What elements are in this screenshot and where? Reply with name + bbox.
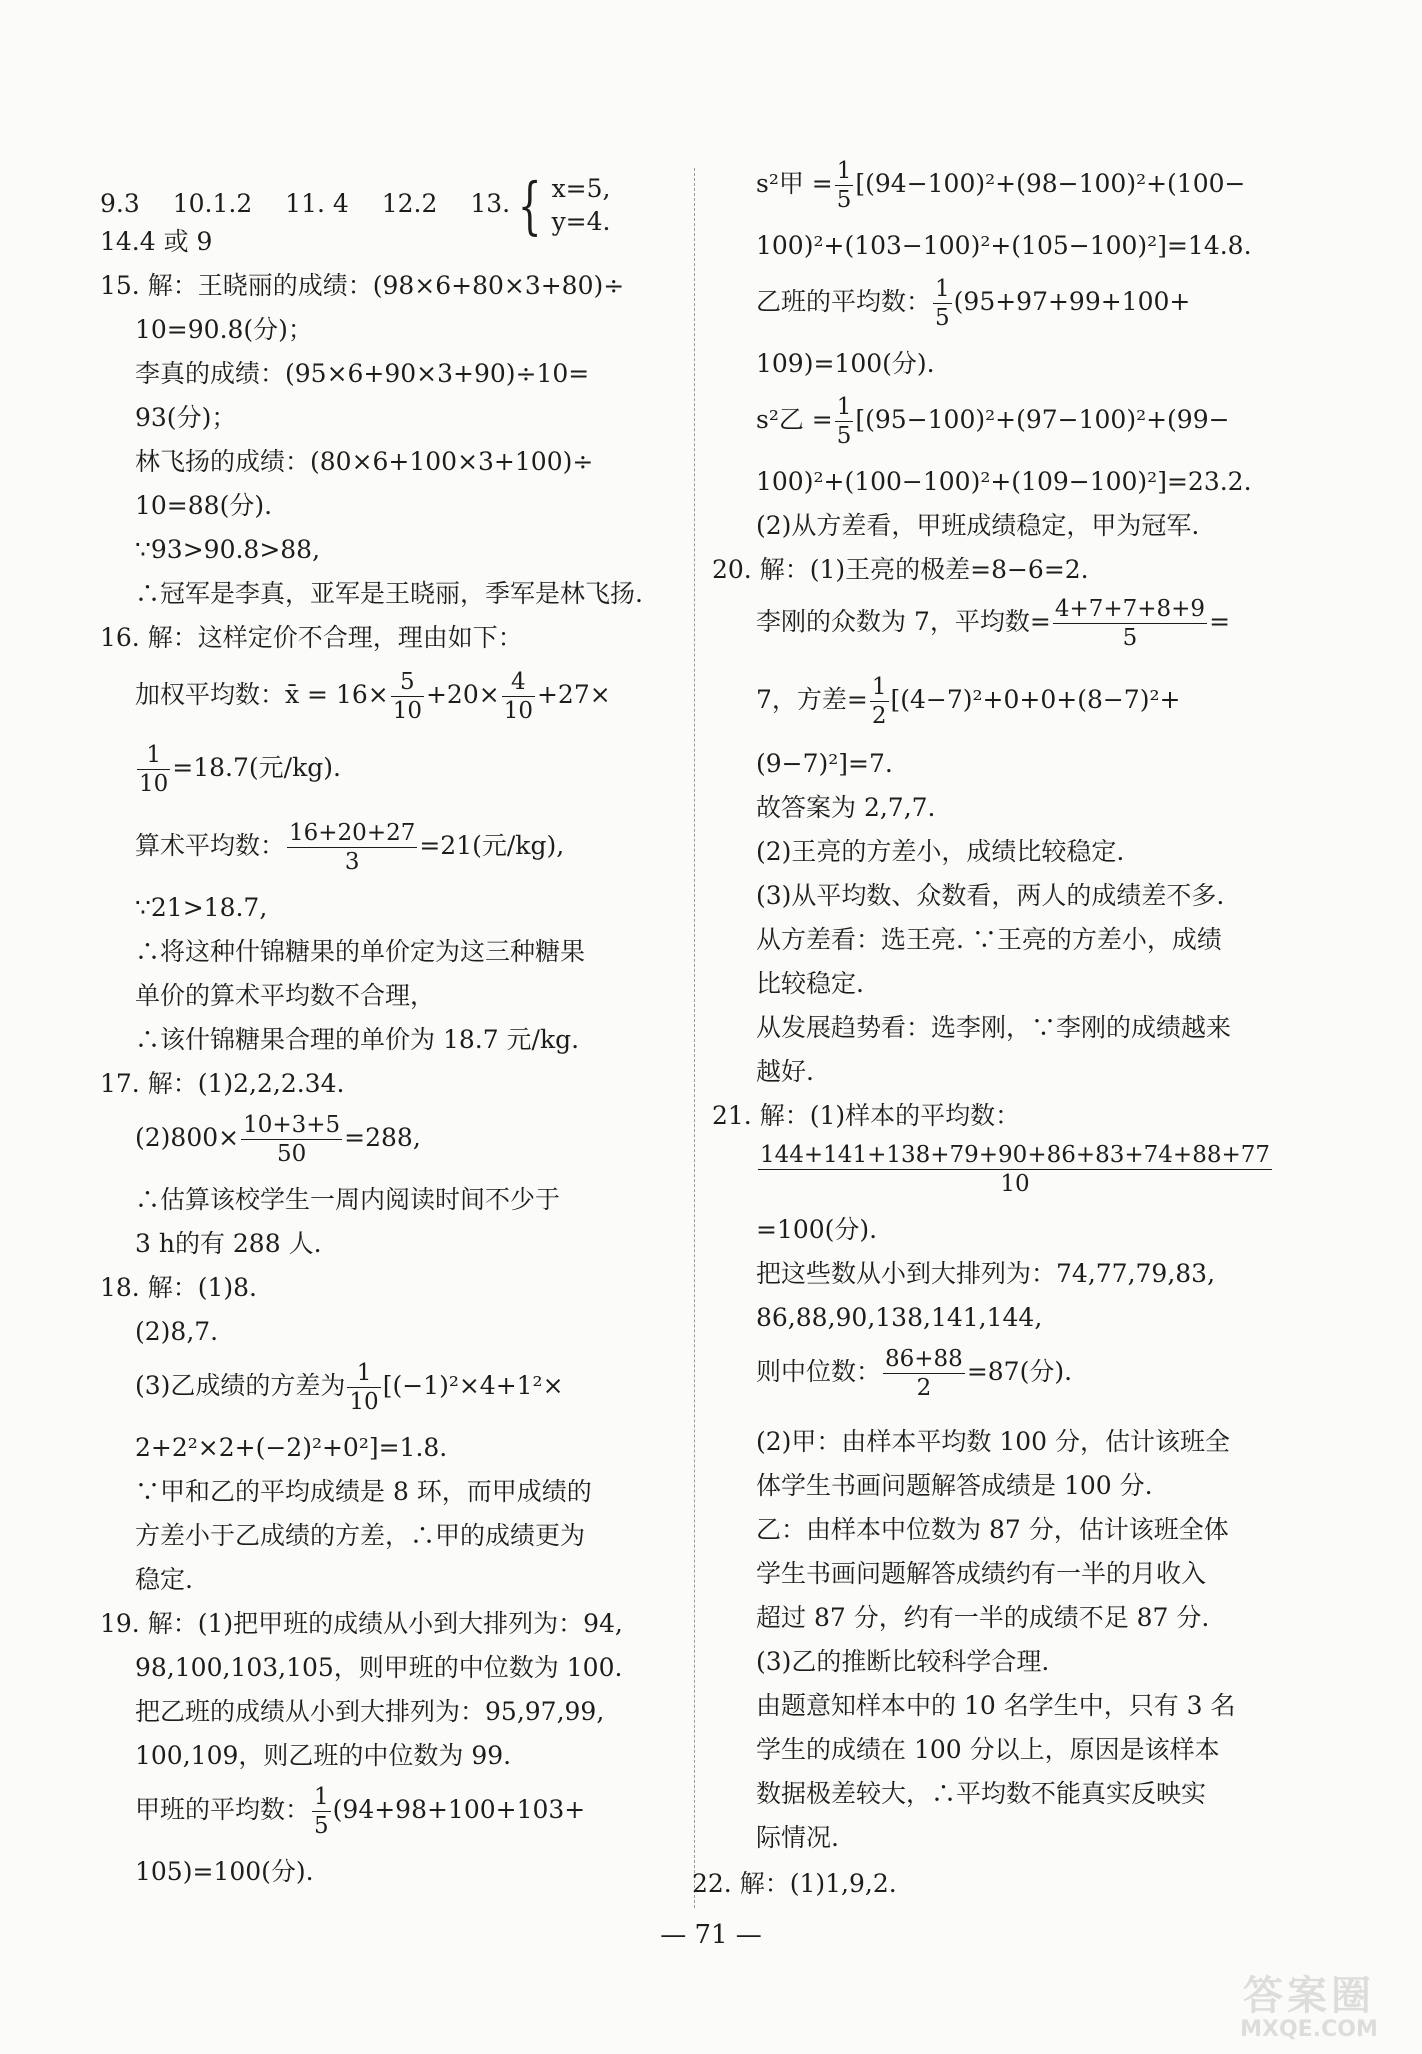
r-line-6: 100)²+(100−100)²+(109−100)²]=23.2. (756, 467, 1252, 496)
q19-line-6: 105)=100(分). (135, 1857, 314, 1886)
q15-line-4: 93(分)； (135, 403, 237, 432)
q20-line-5: 故答案为 2,7,7. (756, 793, 936, 822)
q20-line-1: 20. 解：(1)王亮的极差=8−6=2. (712, 555, 1089, 584)
fraction: $\frac{10+3+5}{50}$ (243, 1112, 341, 1168)
fraction: $\frac{4}{10}$ (503, 669, 533, 725)
q15-line-1: 15. 解：王晓丽的成绩：(98×6+80×3+80)÷ (100, 271, 625, 300)
q21-line-13: 由题意知样本中的 10 名学生中，只有 3 名 (756, 1691, 1236, 1720)
q21-line-9: 乙：由样本中位数为 87 分，估计该班全体 (756, 1515, 1229, 1544)
column-divider (694, 168, 695, 1908)
q18-line-1: 18. 解：(1)8. (100, 1273, 257, 1302)
fraction: $\frac{4+7+7+8+9}{5}$ (1054, 596, 1206, 652)
fraction: $\frac{1}{10}$ (139, 742, 169, 798)
q21-line-15: 数据极差较大，∴平均数不能真实反映实 (756, 1779, 1207, 1808)
q16-line-1: 16. 解：这样定价不合理，理由如下： (100, 623, 523, 652)
fraction: $\frac{5}{10}$ (392, 669, 422, 725)
q18-line-5: ∵甲和乙的平均成绩是 8 环，而甲成绩的 (135, 1477, 592, 1506)
fraction: $\frac{1}{5}$ (935, 276, 950, 332)
q16-arithmetic-mean: 算术平均数： $\frac{16+20+27}{3}$ =21(元/kg), (135, 820, 565, 876)
q20-line-6: (2)王亮的方差小，成绩比较稳定. (756, 837, 1125, 866)
q16-weighted-mean: 加权平均数：x̄ = 16× $\frac{5}{10}$ +20× $\frac{4}{10}$ +27× (135, 669, 611, 725)
q19-line-5: 甲班的平均数： $\frac{1}{5}$ (94+98+100+103+ (135, 1784, 586, 1840)
q21-line-5: 86,88,90,138,141,144, (756, 1303, 1043, 1332)
q21-sample-mean (756, 1143, 1274, 1196)
fraction: $\frac{144+141+138+79+90+86+83+74+88+77}{10}$ (760, 1142, 1271, 1198)
q18-line-2: (2)8,7. (135, 1317, 219, 1346)
q21-median: 则中位数： $\frac{86+88}{2}$ =87(分). (756, 1346, 1073, 1402)
q21-line-12: (3)乙的推断比较科学合理. (756, 1647, 1050, 1676)
mean-class-b: 乙班的平均数： $\frac{1}{5}$ (95+97+99+100+ (756, 276, 1191, 332)
q16-line-7: 单价的算术平均数不合理， (135, 981, 436, 1010)
variance-class-a: s²甲 = $\frac{1}{5}$ [(94−100)²+(98−100)²+(100− (756, 158, 1246, 214)
q20-line-3: 7，方差= $\frac{1}{2}$ [(4−7)²+0+0+(8−7)²+ (756, 674, 1181, 730)
q20-line-4: (9−7)²]=7. (756, 749, 893, 778)
variance-class-b: s²乙 = $\frac{1}{5}$ [(95−100)²+(97−100)²+(99− (756, 394, 1230, 450)
q16-line-8: ∴该什锦糖果合理的单价为 18.7 元/kg. (135, 1025, 580, 1054)
q18-line-6: 方差小于乙成绩的方差，∴甲的成绩更为 (135, 1521, 586, 1550)
q20-line-2: 李刚的众数为 7，平均数= $\frac{4+7+7+8+9}{5}$ = (756, 596, 1231, 652)
q16-line-5: ∵21>18.7, (135, 893, 268, 922)
q18-line-3: (3)乙成绩的方差为 $\frac{1}{10}$ [(−1)²×4+1²× (135, 1360, 564, 1416)
q18-line-7: 稳定. (135, 1565, 193, 1594)
page-number: — 71 — (660, 1920, 762, 1950)
fraction: $\frac{1}{5}$ (314, 1784, 329, 1840)
q15-line-8: ∴冠军是李真，亚军是王晓丽，季军是林飞扬. (135, 579, 643, 608)
q19-line-4: 100,109，则乙班的中位数为 99. (135, 1741, 512, 1770)
q16-weighted-result: $\frac{1}{10}$ =18.7(元/kg). (139, 742, 341, 798)
q15-line-7: ∵93>90.8>88, (135, 535, 321, 564)
q19-line-3: 把乙班的成绩从小到大排列为：95,97,99, (135, 1697, 605, 1726)
r-line-4: 109)=100(分). (756, 349, 935, 378)
equation-system: x=5, y=4. (551, 174, 611, 236)
fraction: $\frac{1}{5}$ (836, 394, 852, 450)
q20-line-8: 从方差看：选王亮. ∵王亮的方差小，成绩 (756, 925, 1222, 954)
line-answers-9-13: 9.3 10.1.2 11. 4 12.2 13. { x=5, y=4. (100, 168, 611, 242)
q21-line-14: 学生的成绩在 100 分以上，原因是该样本 (756, 1735, 1220, 1764)
watermark-logo: 答案圈 MXQE.COM (1240, 1973, 1378, 2042)
q17-line-1: 17. 解：(1)2,2,2.34. (100, 1069, 345, 1098)
r-line-2: 100)²+(103−100)²+(105−100)²]=14.8. (756, 231, 1252, 260)
q18-line-4: 2+2²×2+(−2)²+0²]=1.8. (135, 1433, 448, 1462)
fraction: $\frac{1}{10}$ (349, 1360, 379, 1416)
q19-line-1: 19. 解：(1)把甲班的成绩从小到大排列为：94, (100, 1609, 623, 1638)
line-answer-14: 14.4 或 9 (100, 227, 213, 256)
q22-line-1: 22. 解：(1)1,9,2. (692, 1869, 897, 1898)
q21-line-11: 超过 87 分，约有一半的成绩不足 87 分. (756, 1603, 1210, 1632)
q20-line-11: 越好. (756, 1057, 814, 1086)
q21-line-4: 把这些数从小到大排列为：74,77,79,83, (756, 1259, 1216, 1288)
q19-line-2: 98,100,103,105，则甲班的中位数为 100. (135, 1653, 623, 1682)
q21-line-7: (2)甲：由样本平均数 100 分，估计该班全 (756, 1427, 1231, 1456)
fraction: $\frac{1}{2}$ (871, 674, 887, 730)
q16-line-6: ∴将这种什锦糖果的单价定为这三种糖果 (135, 937, 586, 966)
q21-line-10: 学生书画问题解答成绩约有一半的月收入 (756, 1559, 1207, 1588)
q21-line-3: =100(分). (756, 1215, 878, 1244)
q15-line-3: 李真的成绩：(95×6+90×3+90)÷10= (135, 359, 590, 388)
q17-line-2: (2)800× $\frac{10+3+5}{50}$ =288, (135, 1112, 421, 1168)
q15-line-2: 10=90.8(分)； (135, 315, 313, 344)
fraction: $\frac{16+20+27}{3}$ (289, 820, 416, 876)
q21-line-8: 体学生书画问题解答成绩是 100 分. (756, 1471, 1153, 1500)
q20-line-9: 比较稳定. (756, 969, 864, 998)
r-line-7: (2)从方差看，甲班成绩稳定，甲为冠军. (756, 511, 1200, 540)
q21-line-16: 际情况. (756, 1823, 839, 1852)
q17-line-3: ∴估算该校学生一周内阅读时间不少于 (135, 1185, 561, 1214)
q15-line-6: 10=88(分). (135, 491, 273, 520)
q20-line-7: (3)从平均数、众数看，两人的成绩差不多. (756, 881, 1225, 910)
fraction: $\frac{1}{5}$ (836, 158, 852, 214)
q15-line-5: 林飞扬的成绩：(80×6+100×3+100)÷ (135, 447, 594, 476)
q17-line-4: 3 h的有 288 人. (135, 1229, 322, 1258)
fraction: $\frac{86+88}{2}$ (885, 1346, 963, 1402)
q21-line-1: 21. 解：(1)样本的平均数： (712, 1101, 1021, 1130)
q20-line-10: 从发展趋势看：选李刚，∵李刚的成绩越来 (756, 1013, 1232, 1042)
